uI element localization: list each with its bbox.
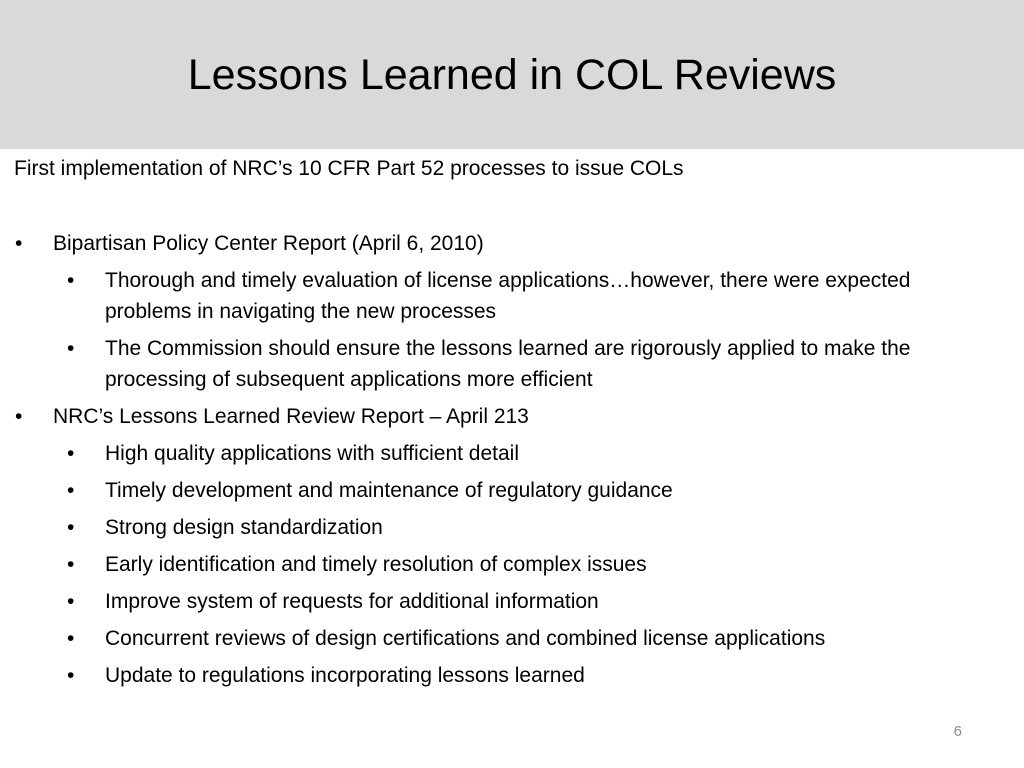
list-item-text: Strong design standardization bbox=[105, 516, 383, 539]
list-item bbox=[0, 660, 985, 691]
section-heading-text: NRC’s Lessons Learned Review Report – April 213 bbox=[53, 405, 529, 428]
bullet-icon: • bbox=[67, 664, 75, 687]
bullet-icon: • bbox=[15, 405, 23, 428]
list-item-text: High quality applications with sufficient detail bbox=[105, 442, 520, 465]
bullet-icon: • bbox=[67, 442, 75, 465]
list-item-text: Timely development and maintenance of regulatory guidance bbox=[105, 479, 673, 502]
list-item bbox=[0, 333, 985, 395]
page-number: 6 bbox=[953, 723, 962, 740]
bullet-icon: • bbox=[67, 479, 75, 502]
list-item-text: The Commission should ensure the lessons learned are rigorously applied to make the processing of subsequent applications more efficient bbox=[105, 337, 911, 391]
bullet-icon: • bbox=[67, 337, 75, 360]
section-heading-bipartisan bbox=[0, 228, 1024, 259]
list-item bbox=[0, 265, 985, 327]
section-heading-text: Bipartisan Policy Center Report (April 6, 2010) bbox=[53, 232, 484, 255]
bullet-icon: • bbox=[67, 553, 75, 576]
list-item bbox=[0, 475, 985, 506]
list-item bbox=[0, 586, 985, 617]
title-band bbox=[0, 0, 1024, 149]
list-item-text: Early identification and timely resolution of complex issues bbox=[105, 553, 647, 576]
list-item bbox=[0, 623, 985, 654]
slide-title: Lessons Learned in COL Reviews bbox=[187, 51, 837, 99]
bullet-icon: • bbox=[67, 269, 75, 292]
bullet-icon: • bbox=[67, 590, 75, 613]
intro-text: First implementation of NRC’s 10 CFR Part 52 processes to issue COLs bbox=[14, 157, 684, 180]
section-heading-nrc bbox=[0, 401, 1024, 432]
bullet-icon: • bbox=[67, 627, 75, 650]
list-item-text: Update to regulations incorporating lessons learned bbox=[105, 664, 585, 687]
list-item-text: Thorough and timely evaluation of license applications…however, there were expected problems in navigating the new processes bbox=[105, 269, 911, 323]
list-item bbox=[0, 512, 985, 543]
bullet-icon: • bbox=[15, 232, 23, 255]
bullet-list bbox=[0, 228, 1024, 691]
list-item-text: Improve system of requests for additional information bbox=[105, 590, 599, 613]
list-item-text: Concurrent reviews of design certifications and combined license applications bbox=[105, 627, 826, 650]
list-item bbox=[0, 549, 985, 580]
bullet-icon: • bbox=[67, 516, 75, 539]
list-item bbox=[0, 438, 985, 469]
